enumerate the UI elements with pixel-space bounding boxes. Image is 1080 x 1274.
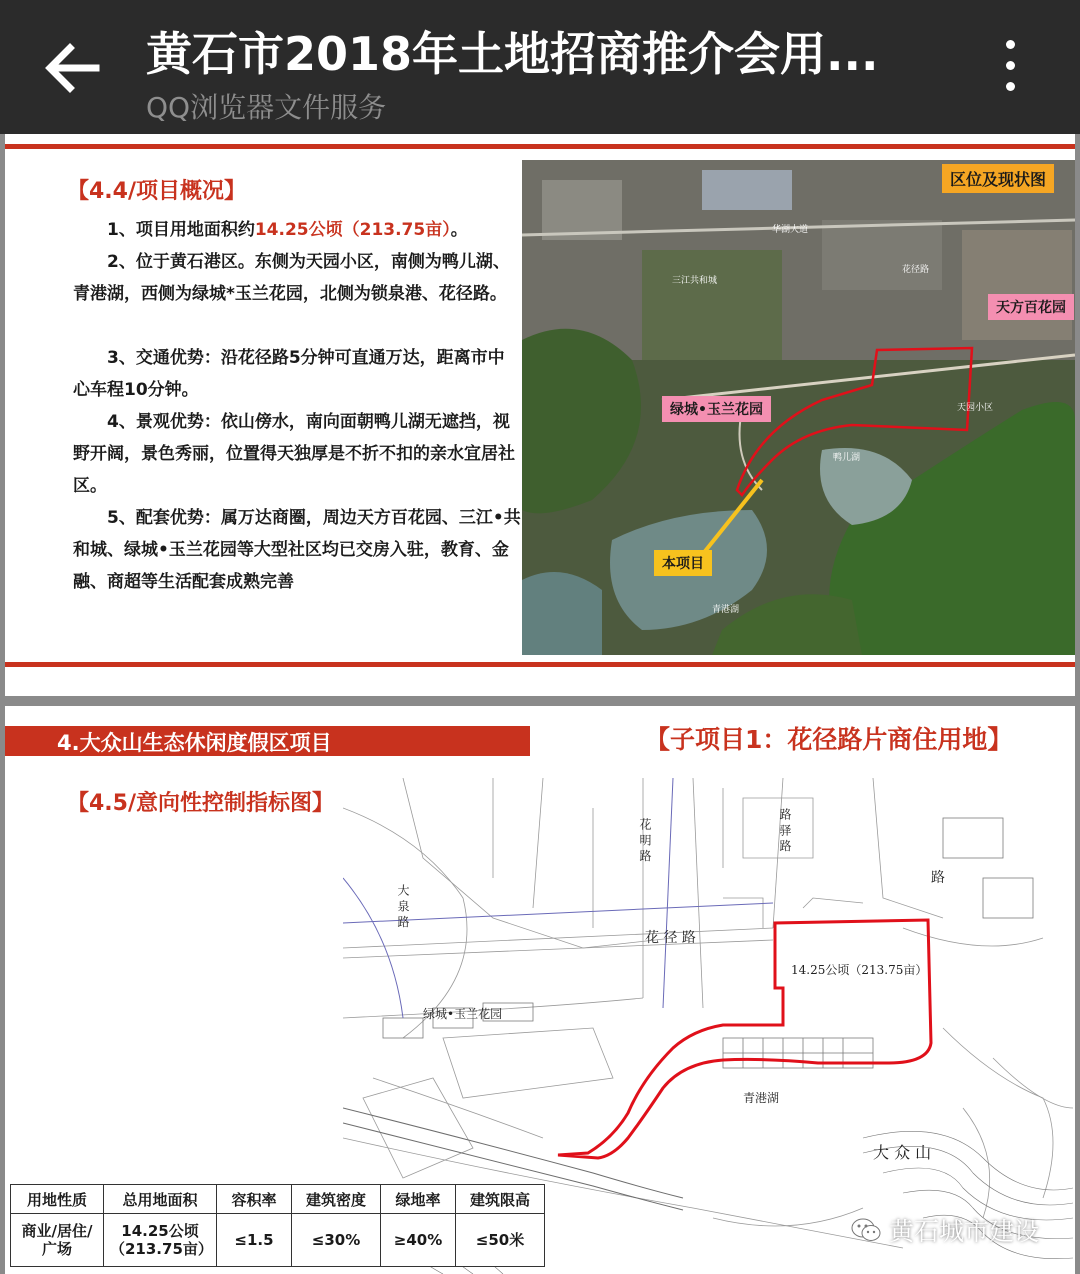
overview-item-5: 5、配套优势：属万达商圈，周边天方百花园、三江•共和城、绿城•玉兰花园等大型社区均已交房入驻，教育、金融、商超等生活配套成熟完善 — [73, 508, 521, 592]
map-title-badge: 区位及现状图 — [942, 164, 1054, 193]
table-header: 绿地率 — [381, 1185, 456, 1214]
cad-mountain-label: 大 众 山 — [873, 1143, 932, 1162]
slide-top-rule — [5, 144, 1075, 149]
area-highlight: 14.25公顷（213.75亩） — [254, 220, 451, 240]
control-indicator-table — [10, 1184, 545, 1267]
table-cell: ≥40% — [381, 1214, 456, 1267]
map-text-tianyuan: 天园小区 — [957, 403, 994, 413]
overview-item-2: 2、位于黄石港区。东侧为天园小区，南侧为鸭儿湖、青港湖，西侧为绿城*玉兰花园，北侧为锁泉港、花径路。 — [73, 252, 510, 304]
document-source: QQ浏览器文件服务 — [146, 91, 387, 124]
table-header: 总用地面积 — [104, 1185, 217, 1214]
subproject-title: 【子项目1：花径路片商住用地】 — [645, 725, 1013, 754]
slide-project-overview — [5, 134, 1075, 696]
cad-lvcheng-label: 绿城•玉兰花园 — [423, 1007, 503, 1021]
back-arrow-icon — [40, 36, 104, 100]
more-options-button[interactable] — [990, 34, 1030, 104]
wechat-icon — [851, 1217, 881, 1243]
satellite-image — [522, 160, 1075, 655]
section-banner-text: 4.大众山生态休闲度假区项目 — [57, 731, 332, 755]
cad-road2-label: 路 — [931, 870, 945, 886]
table-header: 容积率 — [217, 1185, 292, 1214]
table-cell: 商业/居住/广场 — [11, 1214, 104, 1267]
slide-bottom-rule — [5, 662, 1075, 667]
section-title-indicators: 【4.5/意向性控制指标图】 — [67, 791, 335, 816]
table-cell: ≤50米 — [456, 1214, 545, 1267]
map-text-sanjiang: 三江共和城 — [672, 276, 718, 286]
map-text-huahu: 华湖大道 — [772, 225, 809, 235]
section-title-overview: 【4.4/项目概况】 — [67, 179, 247, 204]
overview-item-4: 4、景观优势：依山傍水，南向面朝鸭儿湖无遮挡，视野开阔，景色秀丽，位置得天独厚是不折不扣的亲水宜居社区。 — [73, 412, 515, 496]
map-text-yaerhu: 鸭儿湖 — [833, 453, 861, 463]
map-text-huajing: 花径路 — [902, 265, 930, 275]
cad-area-label: 14.25公顷（213.75亩） — [791, 963, 928, 977]
map-label-lvcheng: 绿城•玉兰花园 — [662, 396, 771, 422]
account-watermark: 黄石城市建设 — [889, 1217, 1040, 1246]
map-label-tianfang: 天方百花园 — [988, 294, 1074, 320]
table-header: 建筑限高 — [456, 1185, 545, 1214]
slide-control-indicators — [5, 706, 1075, 1274]
table-header: 建筑密度 — [292, 1185, 381, 1214]
document-title: 黄石市2018年土地招商推介会用... — [146, 27, 879, 81]
back-button[interactable] — [40, 36, 104, 100]
table-cell: 14.25公顷（213.75亩） — [104, 1214, 217, 1267]
table-cell: ≤30% — [292, 1214, 381, 1267]
cad-vroad-3: 大 泉 路 — [396, 884, 410, 928]
map-label-project: 本项目 — [654, 550, 712, 576]
table-header: 用地性质 — [11, 1185, 104, 1214]
cad-road-label: 花 径 路 — [645, 930, 696, 946]
map-text-qinggang: 青港湖 — [712, 605, 740, 615]
cad-vroad-1: 花 明 路 — [638, 818, 652, 862]
overview-item-1: 1、项目用地面积约14.25公顷（213.75亩）。 — [107, 220, 468, 240]
more-vert-icon — [1006, 40, 1015, 49]
satellite-location-map — [522, 160, 1075, 655]
cad-vroad-2: 路 驿 路 — [778, 808, 792, 852]
app-bar — [0, 0, 1080, 134]
cad-lake-label: 青港湖 — [743, 1091, 780, 1105]
overview-item-3: 3、交通优势：沿花径路5分钟可直通万达，距离市中心车程10分钟。 — [73, 348, 505, 400]
table-header-row — [11, 1185, 545, 1214]
table-row — [11, 1214, 545, 1267]
table-cell: ≤1.5 — [217, 1214, 292, 1267]
